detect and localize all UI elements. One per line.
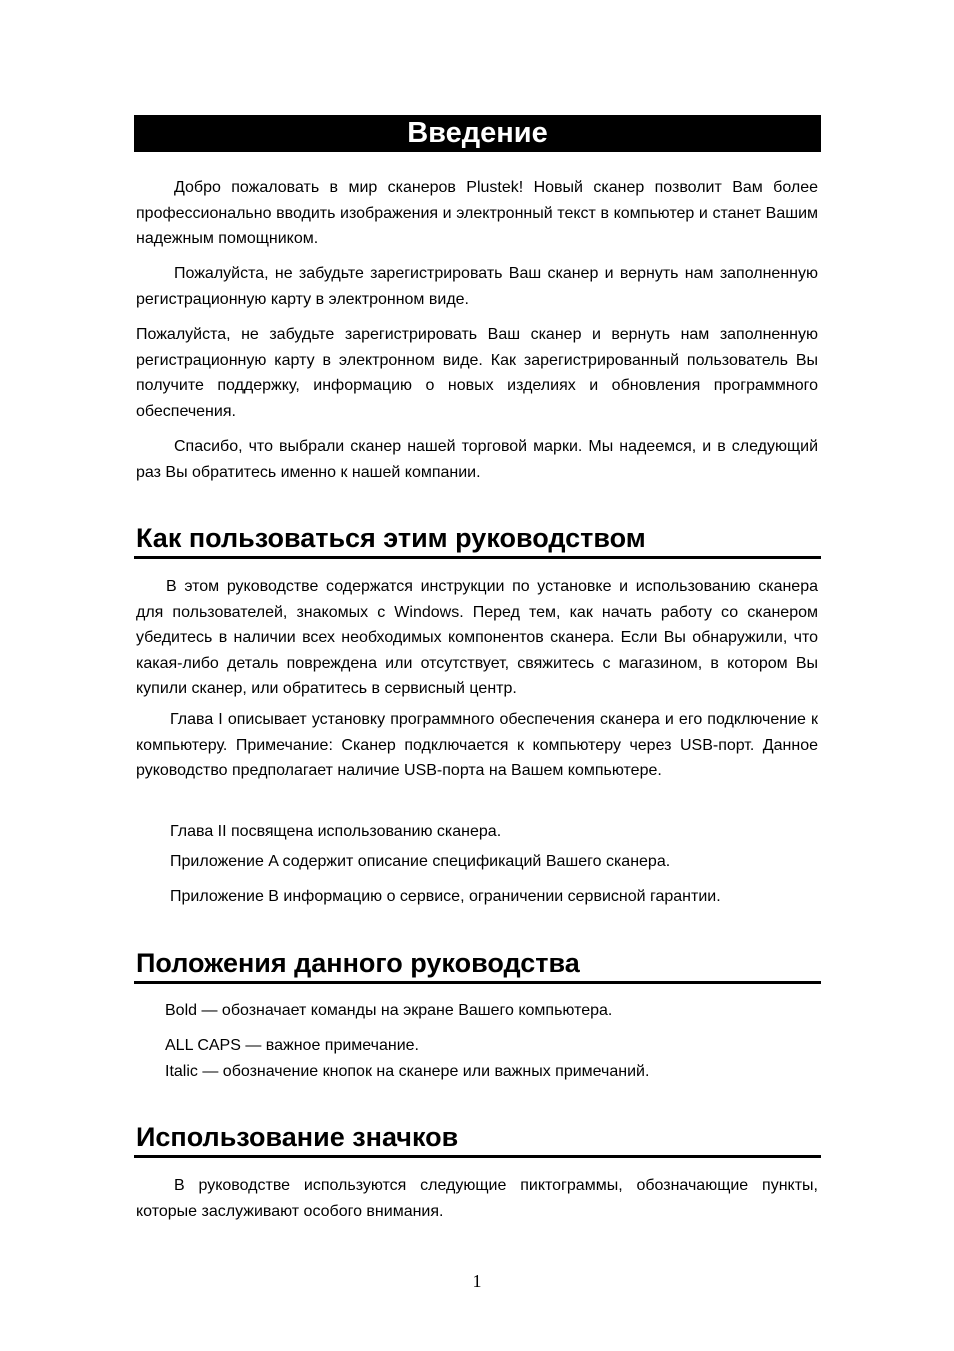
section-divider	[134, 556, 821, 559]
section-divider	[134, 981, 821, 984]
intro-paragraph-2: Пожалуйста, не забудьте зарегистрировать Ваш сканер и вернуть нам заполненную регистрационную карту в электронном виде.	[136, 265, 818, 308]
section-divider	[134, 1155, 821, 1158]
usage-paragraph-2: Глава I описывает установку программного обеспечения сканера и его подключение к компьютеру. Примечание: Сканер подключается к компьютеру через USB-порт. Данное руководство предполагает наличие USB-порта на Вашем компьютере.	[136, 711, 818, 780]
convention-italic: Italic — обозначение кнопок на сканере или важных примечаний.	[165, 1063, 650, 1080]
usage-paragraph-1: В этом руководстве содержатся инструкции по установке и использованию сканера для пользователей, знакомых с Windows. Перед тем, как начать работу со сканером убедитесь в наличии всех необходимых компонентов сканера. Если Вы обнаружили, что какая-либо деталь повреждена или отсутствует, свяжитесь с магазином, в котором Вы купили сканер, или обратитесь в сервисный центр.	[136, 578, 818, 698]
intro-paragraph-3: Пожалуйста, не забудьте зарегистрировать Ваш сканер и вернуть нам заполненную регистрационную карту в электронном виде. Как зарегистрированный пользователь Вы получите поддержку, информацию о новых изделиях и обновления программного обеспечения.	[136, 326, 818, 420]
convention-all-caps: ALL CAPS — важное примечание.	[165, 1037, 419, 1054]
section-title-usage: Как пользоваться этим руководством	[136, 523, 646, 553]
usage-line-appendix-b: Приложение B информацию о сервисе, ограничении сервисной гарантии.	[170, 888, 721, 905]
section-title-icons: Использование значков	[136, 1122, 459, 1152]
usage-line-chapter-2: Глава II посвящена использованию сканера.	[170, 823, 502, 840]
icons-paragraph-1: В руководстве используются следующие пиктограммы, обозначающие пункты, которые заслуживают особого внимания.	[136, 1177, 818, 1220]
section-title-conventions: Положения данного руководства	[136, 948, 580, 978]
usage-line-appendix-a: Приложение A содержит описание спецификаций Вашего сканера.	[170, 853, 671, 870]
intro-paragraph-1: Добро пожаловать в мир сканеров Plustek! Новый сканер позволит Вам более профессионально вводить изображения и электронный текст в компьютер и станет Вашим надежным помощником.	[136, 179, 818, 248]
section-title-intro: Введение	[134, 115, 821, 152]
page-number: 1	[472, 1271, 482, 1291]
intro-paragraph-4: Спасибо, что выбрали сканер нашей торговой марки. Мы надеемся, и в следующий раз Вы обратитесь именно к нашей компании.	[136, 438, 818, 481]
convention-bold: Bold — обозначает команды на экране Вашего компьютера.	[165, 1002, 613, 1019]
